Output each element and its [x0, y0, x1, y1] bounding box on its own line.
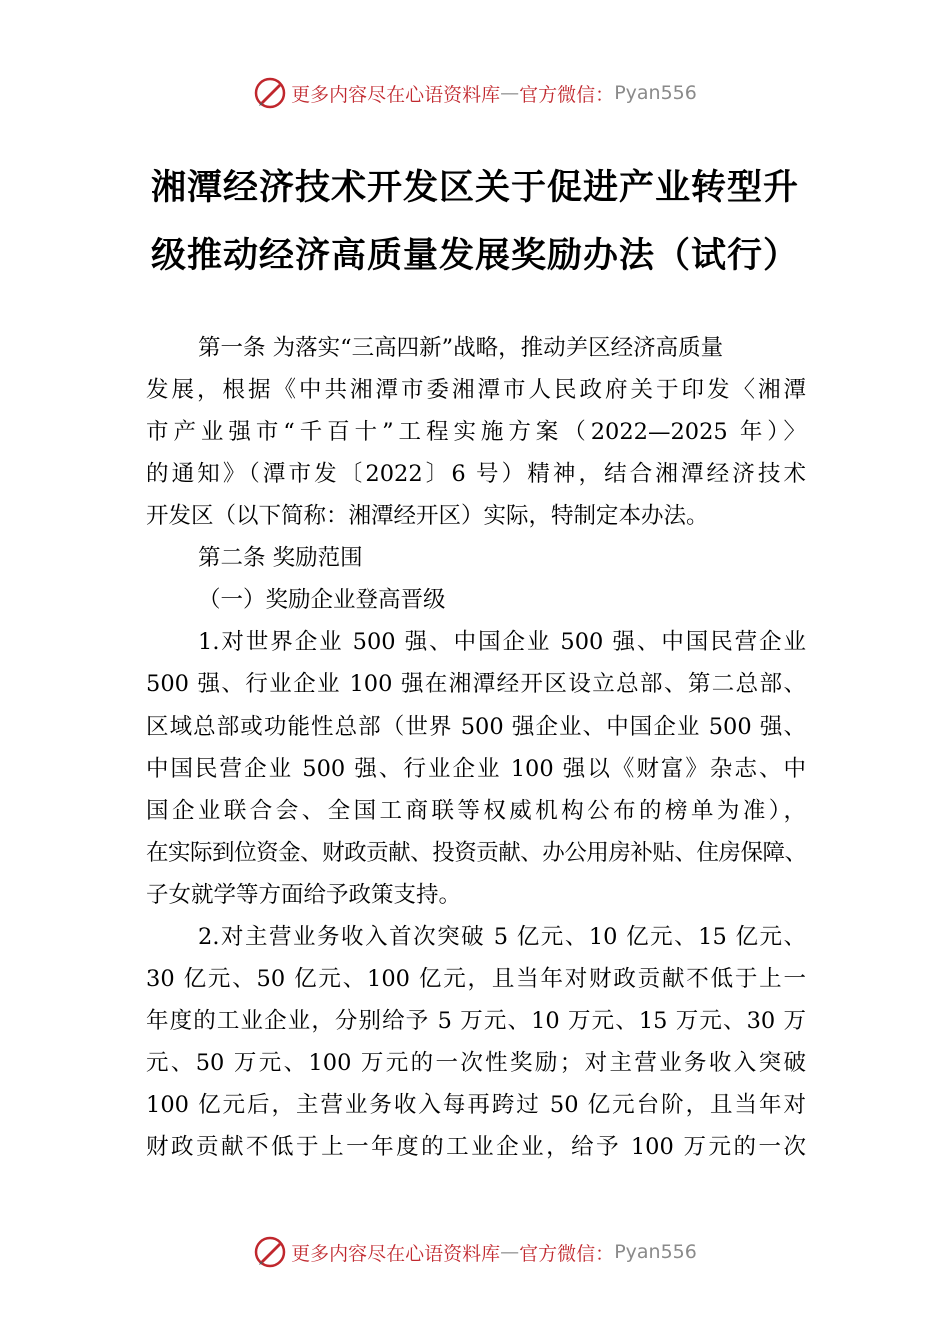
- watermark-contact-label: 官方微信：: [519, 83, 615, 106]
- watermark-footer: [0, 1232, 950, 1272]
- document-title-line-1: 湘潭经济技术开发区关于促进产业转型升: [150, 168, 799, 208]
- body-line: 子女就学等方面给予政策支持。: [146, 882, 462, 908]
- body-line: 中国民营企业 500 强、行业企业 100 强以《财富》杂志、中: [146, 756, 806, 782]
- body-line: 发展，根据《中共湘潭市委湘潭市人民政府关于印发〈湘潭: [146, 377, 806, 403]
- body-line: 500 强、行业企业 100 强在湘潭经开区设立总部、第二总部、: [146, 671, 806, 697]
- pen-logo-icon: [253, 76, 287, 110]
- body-line: 年度的工业企业，分别给予 5 万元、10 万元、15 万元、30 万: [146, 1008, 806, 1034]
- body-line: 第一条 为落实“三高四新”战略，推动⺶区经济高质量: [198, 335, 724, 361]
- watermark-wechat-id: Pyan556: [614, 1241, 697, 1263]
- body-line: 财政贡献不低于上一年度的工业企业，给予 100 万元的一次: [146, 1134, 806, 1160]
- body-line: 国企业联合会、全国工商联等权威机构公布的榜单为准），: [146, 798, 806, 824]
- watermark-header: [0, 73, 950, 113]
- body-line: 元、50 万元、100 万元的一次性奖励；对主营业务收入突破: [146, 1050, 806, 1076]
- body-line: 第二条 奖励范围: [198, 545, 363, 571]
- body-line: 2.对主营业务收入首次突破 5 亿元、10 亿元、15 亿元、: [198, 924, 806, 950]
- watermark-brand: 更多内容尽在心语资料库: [291, 1242, 501, 1265]
- watermark-brand: 更多内容尽在心语资料库: [291, 83, 501, 106]
- watermark-dash: —: [500, 1241, 520, 1263]
- body-line: （一）奖励企业登高晋级: [198, 587, 446, 613]
- watermark-contact-label: 官方微信：: [519, 1242, 615, 1265]
- document-title-line-2: 级推动经济高质量发展奖励办法（试行）: [150, 236, 799, 276]
- watermark-dash: —: [500, 82, 520, 104]
- body-line: 市产业强市“千百十”工程实施方案（2022—2025 年）〉: [146, 419, 806, 445]
- body-line: 在实际到位资金、财政贡献、投资贡献、办公用房补贴、住房保障、: [146, 840, 806, 866]
- body-line: 1.对世界企业 500 强、中国企业 500 强、中国民营企业: [198, 629, 806, 655]
- watermark-wechat-id: Pyan556: [614, 82, 697, 104]
- body-line: 开发区（以下简称：湘潭经开区）实际，特制定本办法。: [146, 503, 709, 529]
- body-line: 区域总部或功能性总部（世界 500 强企业、中国企业 500 强、: [146, 714, 806, 740]
- body-line: 的通知》（潭市发〔2022〕6 号）精神，结合湘潭经济技术: [146, 461, 806, 487]
- body-line: 30 亿元、50 亿元、100 亿元，且当年对财政贡献不低于上一: [146, 966, 806, 992]
- body-line: 100 亿元后，主营业务收入每再跨过 50 亿元台阶，且当年对: [146, 1092, 806, 1118]
- pen-logo-icon: [253, 1235, 287, 1269]
